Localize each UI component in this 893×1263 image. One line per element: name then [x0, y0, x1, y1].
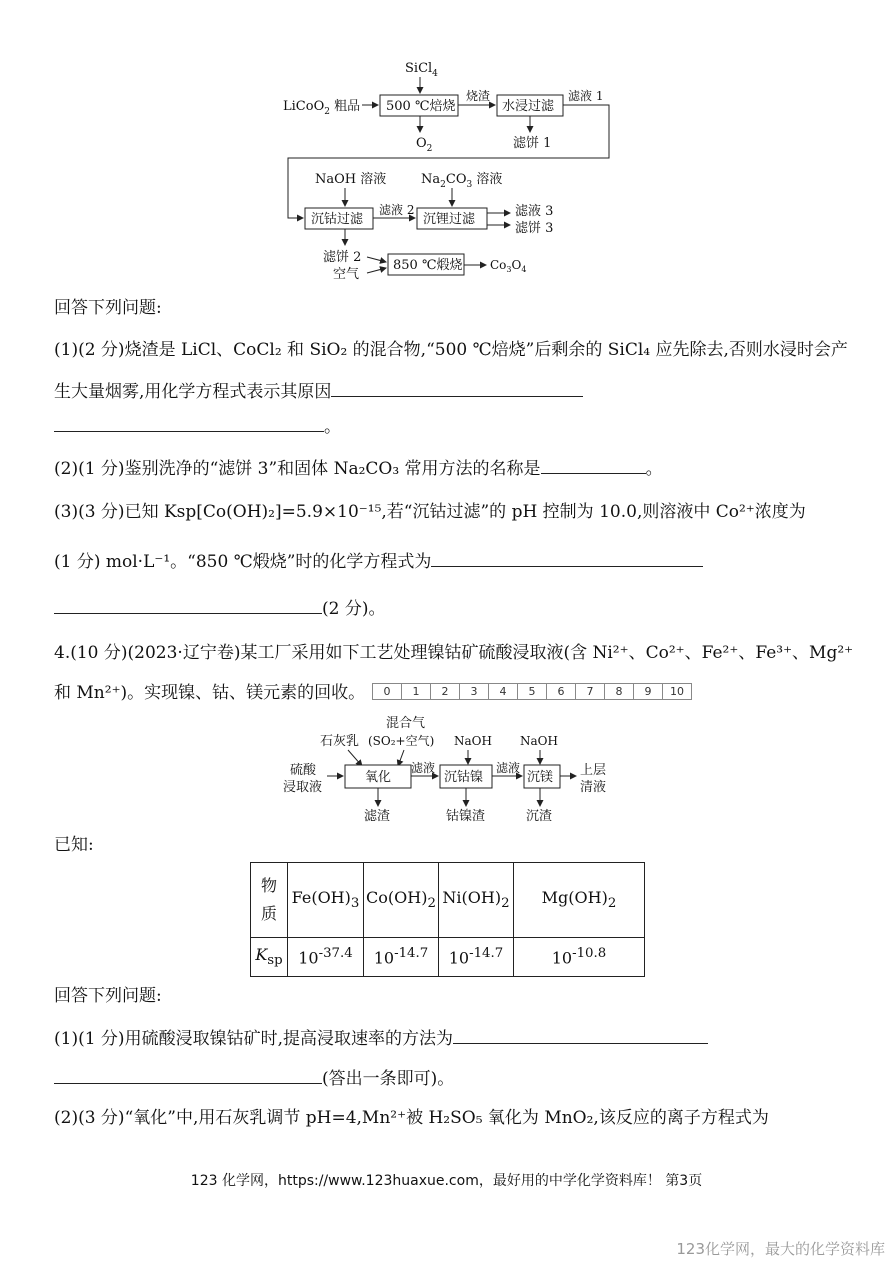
- air-label: 空气: [333, 267, 360, 282]
- o2-label: $O_2$: [416, 136, 433, 154]
- filtrate-b-label: 滤液: [496, 761, 521, 775]
- filtrate-a-label: 滤液: [411, 761, 436, 775]
- co-precipitation-label: 沉钴过滤: [311, 212, 364, 227]
- answer-blank[interactable]: [54, 413, 324, 432]
- ksp-value-cell: [364, 938, 439, 977]
- co-ni-precipitation-label: 沉钴镍: [444, 770, 484, 785]
- header-label-top: 物: [260, 876, 277, 895]
- q3-part3-line2: [54, 548, 703, 574]
- answer-blank[interactable]: [54, 1065, 322, 1084]
- ksp-exponent: -14.7: [469, 946, 504, 962]
- compound-cell: [514, 863, 645, 938]
- cake3-label: 滤饼 3: [515, 221, 554, 236]
- compound-name: Ni(OH): [442, 888, 502, 908]
- table-row: [251, 863, 645, 938]
- ksp-exponent: -10.8: [572, 946, 607, 962]
- supernatant-label-1: 上层: [580, 763, 607, 778]
- ruler-tick: 5: [518, 684, 547, 699]
- ksp-label-cell: [251, 938, 288, 977]
- co3o4-product-label: $Co_3O_4$: [490, 258, 527, 274]
- q3-part3-text: (1 分) mol·L⁻¹。“850 ℃煅烧”时的化学方程式为: [54, 552, 432, 572]
- watermark-text: 123化学网，最大的化学资料库: [676, 1240, 885, 1258]
- compound-name: Co(OH): [366, 888, 428, 908]
- slag-label: 烧渣: [466, 89, 491, 103]
- roast-label: 500 ℃焙烧: [386, 99, 456, 114]
- compound-cell: [439, 863, 514, 938]
- q4-part1-line1: [54, 1025, 708, 1051]
- naoh-label-1: NaOH: [454, 734, 492, 748]
- compound-name: Fe(OH): [291, 888, 351, 908]
- q4-intro: 回答下列问题:: [54, 986, 162, 1006]
- ruler-tick: 3: [460, 684, 489, 699]
- compound-name: Mg(OH): [541, 888, 608, 908]
- naoh-label-2: NaOH: [520, 734, 558, 748]
- ruler-tick: 4: [489, 684, 518, 699]
- ksp-table: [250, 862, 645, 977]
- q3-intro: 回答下列问题:: [54, 298, 162, 318]
- q3-part3-end: (2 分)。: [322, 599, 386, 619]
- compound-sub: 3: [350, 896, 360, 912]
- q4-stem-line2: 和 Mn²⁺)。实现镍、钴、镁元素的回收。: [54, 683, 366, 703]
- mg-residue-label: 沉渣: [526, 809, 553, 824]
- q3-part3-line3: [54, 595, 385, 621]
- filtrate3-label: 滤液 3: [515, 204, 554, 219]
- compound-sub: 2: [501, 896, 510, 912]
- process-flow-diagram-1: [0, 55, 893, 285]
- compound-cell: [288, 863, 364, 938]
- ksp-value-cell: [514, 938, 645, 977]
- filtrate1-label: 滤液 1: [568, 89, 604, 103]
- ruler-tick: 6: [547, 684, 576, 699]
- ksp-symbol: K: [255, 945, 268, 965]
- q3-part1-end: 。: [324, 417, 341, 437]
- feed-label-1: 硫酸: [290, 763, 317, 778]
- mixed-gas-formula: (SO₂+空气): [368, 734, 435, 748]
- cake1-label: 滤饼 1: [513, 136, 552, 151]
- ksp-base: 10: [551, 948, 573, 968]
- sicl4-label: SiCl$_4$: [405, 61, 438, 79]
- co-ni-residue-label: 钴镍渣: [446, 809, 486, 824]
- mixed-gas-label: 混合气: [386, 716, 426, 731]
- answer-blank[interactable]: [453, 1025, 708, 1044]
- na2co3-solution-label: $Na_2CO_3$ 溶液: [421, 172, 503, 190]
- compound-cell: [364, 863, 439, 938]
- licoo2-feed-label: LiCoO$_2$ 粗品: [283, 99, 361, 117]
- ksp-sub: sp: [267, 953, 283, 969]
- q3-part1-line1: (1)(2 分)烧渣是 LiCl、CoCl₂ 和 SiO₂ 的混合物,“500 ℃焙烧”后剩余的 SiCl₄ 应先除去,否则水浸时会产: [54, 340, 848, 360]
- ksp-base: 10: [448, 948, 470, 968]
- table-row: [251, 938, 645, 977]
- header-label-bottom: 质: [260, 904, 277, 923]
- header-label-cell: [251, 863, 288, 938]
- q3-part1-line2: [54, 378, 583, 404]
- lime-milk-label: 石灰乳: [320, 734, 360, 749]
- q4-stem-line1: 4.(10 分)(2023·辽宁卷)某工厂采用如下工艺处理镍钴矿硫酸浸取液(含 Ni²⁺、Co²⁺、Fe²⁺、Fe³⁺、Mg²⁺: [54, 643, 854, 663]
- ruler-tick: 9: [634, 684, 663, 699]
- process-flow-diagram-2: [0, 710, 893, 830]
- q3-part2-text: (2)(1 分)鉴别洗净的“滤饼 3”和固体 Na₂CO₃ 常用方法的名称是: [54, 459, 541, 479]
- page-footer: 123 化学网，https://www.123huaxue.com，最好用的中学化学资料库！ 第3页: [190, 1173, 703, 1189]
- q4-part1-text: (1)(1 分)用硫酸浸取镍钴矿时,提高浸取速率的方法为: [54, 1029, 453, 1049]
- ksp-value-cell: [288, 938, 364, 977]
- answer-blank[interactable]: [431, 548, 703, 567]
- q3-part1-line3: [54, 413, 341, 439]
- naoh-solution-label: NaOH 溶液: [315, 172, 387, 187]
- q4-part1-line2: [54, 1065, 454, 1091]
- compound-sub: 2: [607, 896, 617, 912]
- li-precipitation-label: 沉锂过滤: [423, 212, 476, 227]
- q3-part3-line1: (3)(3 分)已知 Ksp[Co(OH)₂]=5.9×10⁻¹⁵,若“沉钴过滤”的 pH 控制为 10.0,则溶液中 Co²⁺浓度为: [54, 502, 806, 522]
- q3-part2-end: 。: [645, 459, 663, 479]
- ksp-value-cell: [439, 938, 514, 977]
- ksp-exponent: -37.4: [318, 946, 353, 962]
- q4-part1-end: (答出一条即可)。: [322, 1069, 455, 1089]
- oxidation-label: 氧化: [365, 770, 392, 785]
- residue-label: 滤渣: [364, 809, 391, 824]
- answer-blank[interactable]: [331, 378, 583, 397]
- ruler-tick: 1: [402, 684, 431, 699]
- ruler-tick: 7: [576, 684, 605, 699]
- q4-part2: (2)(3 分)“氧化”中,用石灰乳调节 pH=4,Mn²⁺被 H₂SO₅ 氧化为 MnO₂,该反应的离子方程式为: [54, 1108, 769, 1128]
- answer-blank[interactable]: [541, 455, 646, 474]
- cake2-label: 滤饼 2: [323, 250, 362, 265]
- ruler-tick: 0: [373, 684, 402, 699]
- known-label: 已知:: [54, 835, 94, 855]
- ph-ruler: [372, 683, 692, 700]
- ksp-base: 10: [298, 948, 319, 968]
- ruler-tick: 8: [605, 684, 634, 699]
- leach-label: 水浸过滤: [502, 99, 555, 114]
- ruler-tick: 2: [431, 684, 460, 699]
- ksp-exponent: -14.7: [394, 946, 429, 962]
- feed-label-2: 浸取液: [283, 780, 323, 795]
- calcine-label: 850 ℃煅烧: [393, 258, 463, 273]
- q3-part2: [54, 455, 663, 481]
- supernatant-label-2: 清液: [580, 780, 607, 795]
- compound-sub: 2: [427, 896, 436, 912]
- q3-part1-text: 生大量烟雾,用化学方程式表示其原因: [54, 382, 332, 402]
- ruler-tick: 10: [670, 685, 684, 698]
- ksp-base: 10: [373, 948, 395, 968]
- answer-blank[interactable]: [54, 595, 322, 614]
- filtrate2-label: 滤液 2: [379, 203, 415, 217]
- mg-precipitation-label: 沉镁: [527, 770, 554, 785]
